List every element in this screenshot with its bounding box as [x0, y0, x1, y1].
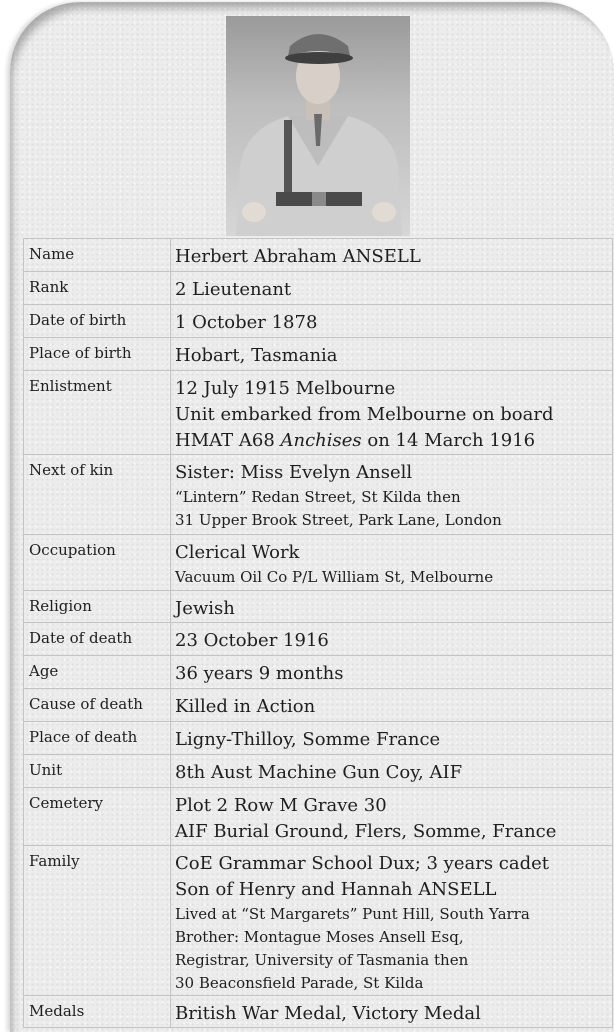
table-row	[24, 623, 613, 656]
value-line: Plot 2 Row M Grave 30	[175, 795, 387, 816]
table-row	[24, 338, 613, 371]
value-line: Son of Henry and Hannah ANSELL	[175, 879, 497, 900]
row-label: Age	[24, 656, 171, 689]
row-label: Place of death	[24, 722, 171, 755]
value-line: Sister: Miss Evelyn Ansell	[175, 462, 413, 483]
row-value	[171, 272, 613, 305]
row-value	[171, 722, 613, 755]
value-line: Registrar, University of Tasmania then	[175, 951, 469, 969]
table-row	[24, 591, 613, 623]
value-line: British War Medal, Victory Medal	[175, 1003, 481, 1024]
row-label: Enlistment	[24, 371, 171, 455]
value-line: 36 years 9 months	[175, 663, 344, 684]
value-line: Lived at “St Margarets” Punt Hill, South Yarra	[175, 905, 530, 923]
row-value	[171, 305, 613, 338]
value-line	[175, 428, 612, 454]
value-line: 23 October 1916	[175, 630, 329, 651]
value-line: Killed in Action	[175, 696, 316, 717]
row-label: Occupation	[24, 535, 171, 591]
service-record-table	[23, 238, 613, 1028]
row-value	[171, 689, 613, 722]
row-value	[171, 623, 613, 656]
value-line: Brother: Montague Moses Ansell Esq,	[175, 928, 464, 946]
table-row	[24, 755, 613, 788]
row-label: Name	[24, 239, 171, 272]
row-value	[171, 371, 613, 455]
table-row	[24, 846, 613, 996]
table-row	[24, 996, 613, 1028]
table-row	[24, 305, 613, 338]
table-row	[24, 656, 613, 689]
table-row	[24, 239, 613, 272]
value-line: Hobart, Tasmania	[175, 345, 338, 366]
row-label: Medals	[24, 996, 171, 1028]
value-line: “Lintern” Redan Street, St Kilda then	[175, 488, 461, 506]
value-line: Clerical Work	[175, 542, 300, 563]
soldier-portrait-photo	[226, 16, 410, 236]
row-label: Next of kin	[24, 455, 171, 535]
row-label: Rank	[24, 272, 171, 305]
row-value	[171, 535, 613, 591]
row-value	[171, 755, 613, 788]
row-value	[171, 788, 613, 846]
row-value	[171, 591, 613, 623]
row-value	[171, 239, 613, 272]
table-row	[24, 535, 613, 591]
table-row	[24, 788, 613, 846]
value-line: Unit embarked from Melbourne on board	[175, 404, 554, 425]
table-row	[24, 722, 613, 755]
row-label: Family	[24, 846, 171, 996]
row-label: Place of birth	[24, 338, 171, 371]
row-label: Religion	[24, 591, 171, 623]
value-line: Jewish	[175, 598, 235, 619]
value-line: 12 July 1915 Melbourne	[175, 378, 396, 399]
value-line: CoE Grammar School Dux; 3 years cadet	[175, 853, 550, 874]
row-value	[171, 338, 613, 371]
row-value	[171, 846, 613, 996]
row-value	[171, 996, 613, 1028]
value-line: 30 Beaconsfield Parade, St Kilda	[175, 974, 424, 992]
value-line: Ligny-Thilloy, Somme France	[175, 729, 441, 750]
table-row	[24, 689, 613, 722]
row-label: Cemetery	[24, 788, 171, 846]
row-value	[171, 656, 613, 689]
value-text: HMAT A68	[175, 430, 281, 451]
value-line: 31 Upper Brook Street, Park Lane, London	[175, 511, 502, 529]
table-row	[24, 455, 613, 535]
ship-name: Anchises	[280, 430, 362, 451]
value-line: Vacuum Oil Co P/L William St, Melbourne	[175, 568, 494, 586]
value-line: AIF Burial Ground, Flers, Somme, France	[175, 821, 557, 842]
value-text: on 14 March 1916	[361, 430, 536, 451]
table-row	[24, 272, 613, 305]
table-row	[24, 371, 613, 455]
row-label: Cause of death	[24, 689, 171, 722]
row-label: Unit	[24, 755, 171, 788]
row-value	[171, 455, 613, 535]
value-line: 8th Aust Machine Gun Coy, AIF	[175, 762, 463, 783]
value-line: 2 Lieutenant	[175, 279, 292, 300]
value-line: Herbert Abraham ANSELL	[175, 246, 421, 267]
value-line: 1 October 1878	[175, 312, 318, 333]
row-label: Date of birth	[24, 305, 171, 338]
row-label: Date of death	[24, 623, 171, 656]
